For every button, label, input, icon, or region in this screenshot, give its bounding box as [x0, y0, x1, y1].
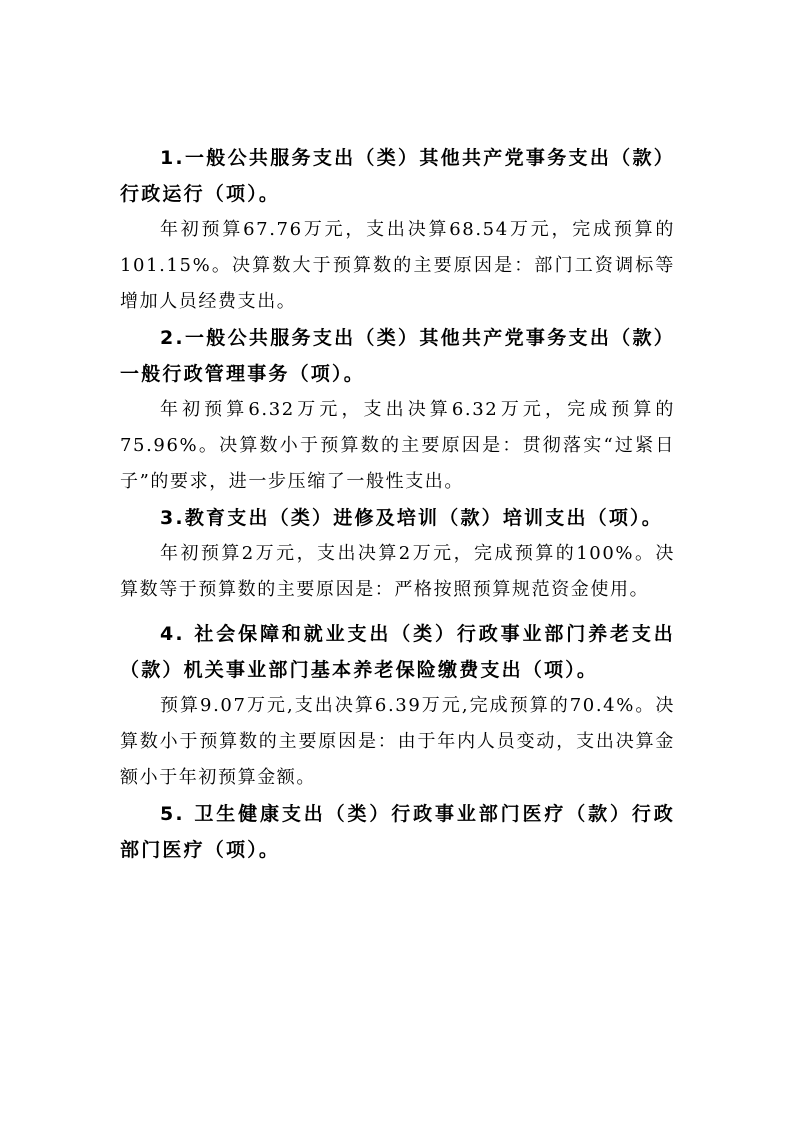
- section-3: [120, 500, 675, 608]
- section-heading: 2.一般公共服务支出（类）其他共产党事务支出（款）一般行政管理事务（项）。: [120, 327, 675, 385]
- spacer: [120, 608, 675, 616]
- section-heading: 5. 卫生健康支出（类）行政事业部门医疗（款）行政部门医疗（项）。: [120, 803, 675, 861]
- section-5: [120, 796, 675, 868]
- section-1: [120, 140, 675, 320]
- section-body: 年初预算6.32万元，支出决算6.32万元，完成预算的75.96%。决算数小于预算数的主要原因是：贯彻落实“过紧日子”的要求，进一步压缩了一般性支出。: [120, 399, 675, 492]
- section-heading: 1.一般公共服务支出（类）其他共产党事务支出（款）行政运行（项）。: [120, 147, 675, 205]
- section-body: 年初预算2万元，支出决算2万元，完成预算的100%。决算数等于预算数的主要原因是：严格按照预算规范资金使用。: [120, 543, 675, 600]
- document-page: [120, 140, 675, 868]
- section-body: 年初预算67.76万元，支出决算68.54万元，完成预算的101.15%。决算数大于预算数的主要原因是：部门工资调标等增加人员经费支出。: [120, 219, 675, 312]
- section-2: [120, 320, 675, 500]
- section-heading: 4. 社会保障和就业支出（类）行政事业部门养老支出（款）机关事业部门基本养老保险缴费支出（项）。: [120, 623, 675, 681]
- section-heading: 3.教育支出（类）进修及培训（款）培训支出（项）。: [160, 507, 663, 529]
- section-body: 预算9.07万元,支出决算6.39万元,完成预算的70.4%。决算数小于预算数的主要原因是：由于年内人员变动，支出决算金额小于年初预算金额。: [120, 695, 675, 788]
- section-4: [120, 616, 675, 796]
